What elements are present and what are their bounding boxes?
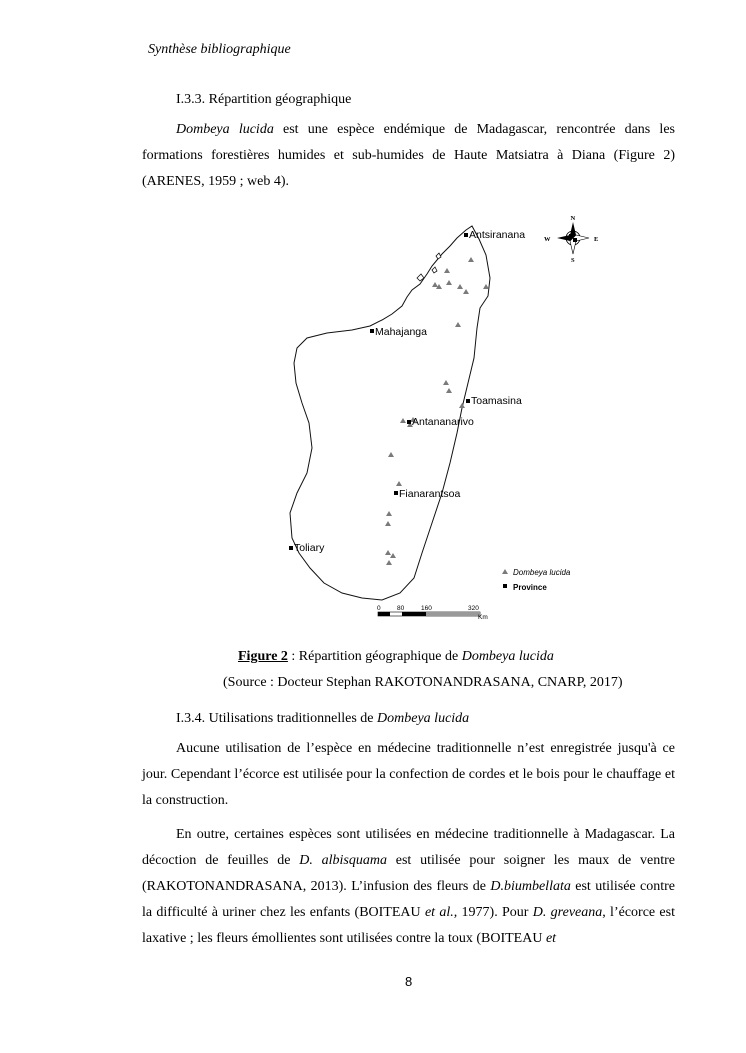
label-antananarivo: Antananarivo: [412, 416, 474, 428]
label-mahajanga: Mahajanga: [375, 326, 427, 338]
label-fianarantsoa: Fianarantsoa: [399, 488, 461, 500]
province-marker-fianarantsoa: [394, 491, 398, 495]
legend-species-label: Dombeya lucida: [513, 568, 571, 577]
running-header: Synthèse bibliographique: [148, 42, 291, 57]
province-marker-toamasina: [466, 399, 470, 403]
figure-caption-species: Dombeya lucida: [461, 649, 554, 664]
label-toliary: Toliary: [294, 542, 325, 554]
paragraph-utilisations: [142, 736, 675, 814]
distribution-map: [282, 208, 612, 620]
scale-bar-segment: [402, 612, 426, 616]
citation-et: et: [545, 931, 557, 946]
map-svg: [282, 208, 612, 620]
heading-text: I.3.4. Utilisations traditionnelles de: [176, 711, 378, 726]
text-span: En outre, certaines espèces sont utilisées en médecine traditionnelle à Madagascar. La décoction de feuilles de: [142, 827, 675, 868]
text-span: 1977). Pour: [457, 905, 533, 920]
text-span: est utilisée contre la difficulté à uriner chez les enfants (BOITEAU: [142, 879, 676, 920]
species-name: Dombeya lucida: [176, 122, 274, 137]
legend-province-label: Province: [513, 583, 547, 592]
scale-tick-160: 160: [421, 605, 432, 612]
compass-north: N: [570, 215, 576, 222]
scale-unit: Km: [478, 614, 488, 620]
legend-province-symbol: [503, 584, 507, 588]
scale-tick-0: 0: [377, 605, 381, 612]
paragraph-medecine: [142, 822, 675, 952]
province-marker-antsiranana: [464, 233, 468, 237]
compass-rose: [544, 215, 598, 264]
citation-et-al: et al.,: [424, 905, 458, 920]
province-marker-toliary: [289, 546, 293, 550]
compass-south: S: [571, 257, 575, 264]
compass-center: [573, 238, 577, 242]
compass-center: [569, 234, 573, 238]
page-number: 8: [405, 974, 413, 989]
scale-tick-320: 320: [468, 605, 479, 612]
paragraph-text: est une espèce endémique de Madagascar, rencontrée dans les formations forestières humides et sub-humides de Haute Matsiatra à Diana (Figure 2) (ARENES, 1959 ; web 4).: [142, 122, 675, 189]
province-marker-antananarivo: [407, 420, 411, 424]
section-heading-repartition: I.3.3. Répartition géographique: [176, 92, 352, 107]
scale-bar-segment: [378, 612, 390, 616]
species-albisquama: D. albisquama: [299, 853, 387, 868]
scale-tick-80: 80: [397, 605, 405, 612]
species-biumbellata: D.biumbellata: [490, 879, 571, 894]
compass-east: E: [594, 236, 599, 243]
text-span: est utilisée pour soigner les maux de ventre (RAKOTONANDRASANA, 2013). L’infusion des fleurs de: [142, 853, 675, 894]
paragraph-text: Aucune utilisation de l’espèce en médecine traditionnelle n’est enregistrée jusqu'à ce jour. Cependant l’écorce est utilisée pour la confection de cordes et le bois pour le chauffage et la construction.: [142, 741, 675, 808]
label-antsiranana: Antsiranana: [469, 229, 526, 241]
figure-caption: [238, 649, 554, 665]
map-legend: [502, 568, 571, 592]
figure-label: Figure 2: [238, 649, 288, 664]
label-toamasina: Toamasina: [471, 395, 522, 407]
compass-west: W: [544, 236, 551, 243]
legend-species-symbol: [502, 569, 508, 574]
province-marker-mahajanga: [370, 329, 374, 333]
figure-caption-text: : Répartition géographique de: [287, 649, 462, 664]
species-greveana: D. greveana: [532, 905, 603, 920]
section-heading-utilisations: [176, 711, 469, 727]
figure-source: (Source : Docteur Stephan RAKOTONANDRASANA, CNARP, 2017): [223, 675, 623, 690]
scale-bar: [377, 605, 488, 620]
text-span: , l’écorce est laxative ; les fleurs émollientes sont utilisées contre la toux (BOITEAU: [142, 905, 675, 946]
heading-species: Dombeya lucida: [377, 711, 470, 726]
paragraph-repartition: [142, 117, 675, 195]
scale-bar-segment: [426, 612, 480, 616]
